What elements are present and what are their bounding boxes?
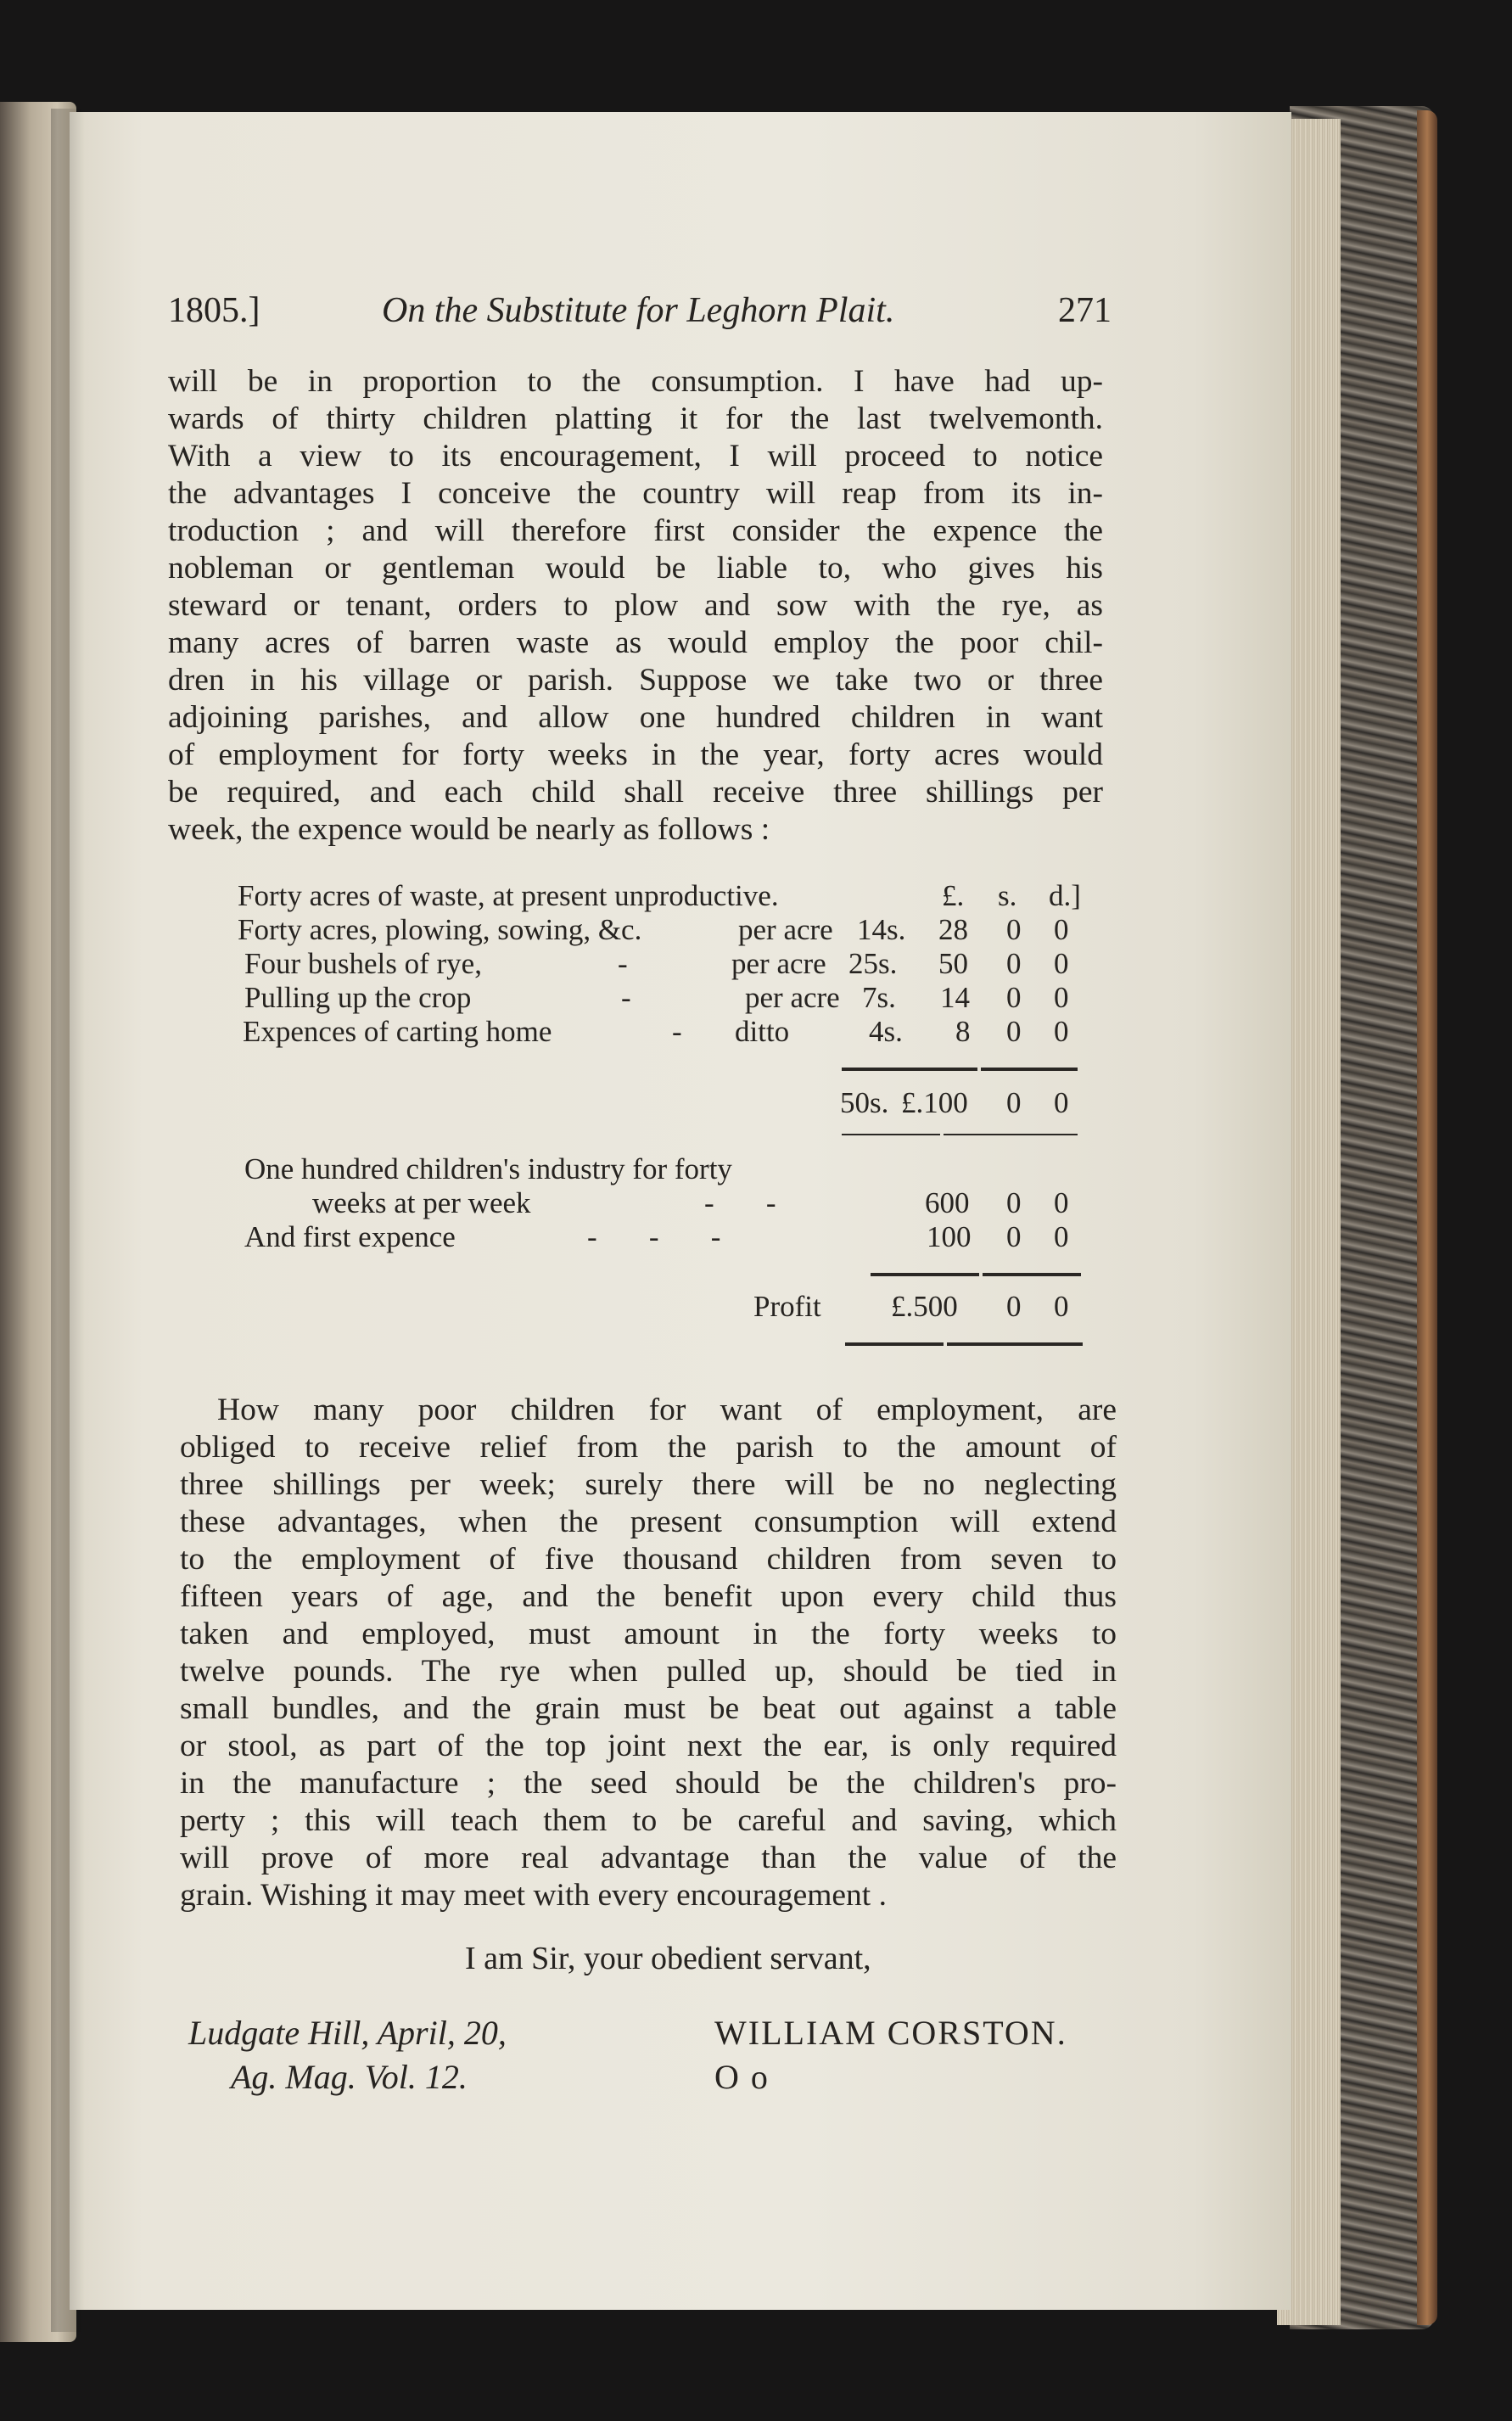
sum-rule [842,1068,977,1071]
account-rate-label: per acre [738,913,833,946]
account-shillings: 0 [1006,1015,1022,1048]
signature-mark: O o [714,2058,770,2096]
place-date: Ludgate Hill, April, 20, [188,2014,507,2052]
first-expence-pounds: 100 [927,1220,972,1253]
account-row-rye [238,947,1086,981]
industry-pence: 0 [1054,1186,1069,1219]
account-row-industry-line1 [238,1152,1086,1186]
industry-shillings: 0 [1006,1186,1022,1219]
paragraph-2 [180,1392,1117,1914]
account-row-waste [238,879,1086,913]
text-line: many acres of barren waste as would employ the poor chil- [168,625,1103,660]
first-expence-dashes: - - - [587,1220,721,1253]
paragraph-1 [168,363,1103,849]
account-pence: 0 [1054,1015,1069,1048]
total-rule [845,1342,944,1346]
sum-rule [981,1068,1078,1071]
text-line: How many poor children for want of employment, are [217,1393,1117,1427]
text-line: the advantages I conceive the country will reap from its in- [168,476,1103,511]
signature-left [188,2011,507,2099]
account-item: Forty acres of waste, at present unproductive. [238,879,779,912]
text-line: be required, and each child shall receive three shillings per [168,775,1103,810]
industry-label: One hundred children's industry for forty [244,1152,732,1185]
text-line: obliged to receive relief from the parish to the amount of [180,1430,1117,1465]
text-line: steward or tenant, orders to plow and sow with the rye, as [168,588,1103,623]
running-header [168,290,1112,341]
profit-shillings: 0 [1006,1290,1022,1323]
subtotal-pence: 0 [1054,1086,1069,1119]
text-line: these advantages, when the present consumption will extend [180,1505,1117,1539]
page-gutter-shadow [51,109,85,2332]
account-row-first-expence [238,1220,1086,1254]
author-name: WILLIAM CORSTON. [714,2014,1067,2052]
account-row-industry-line2 [238,1186,1086,1220]
industry-pounds: 600 [925,1186,970,1219]
sum-rule [871,1273,979,1276]
text-line: twelve pounds. The rye when pulled up, should be tied in [180,1654,1117,1689]
account-rate: 7s. [862,981,896,1014]
total-rule [947,1342,1083,1346]
subtotal-rate: 50s. [840,1086,889,1119]
account-pounds: 8 [955,1015,971,1048]
col-header-pence: d.] [1049,879,1081,912]
text-line: fifteen years of age, and the benefit upon every child thus [180,1579,1117,1614]
col-header-shillings: s. [998,879,1017,912]
account-shillings: 0 [1006,981,1022,1014]
account-dash: - [672,1015,682,1048]
account-item: Pulling up the crop [244,981,472,1014]
account-row-carting [238,1015,1086,1049]
text-line: three shillings per week; surely there will be no neglecting [180,1467,1117,1502]
sum-rule [944,1134,1078,1135]
col-header-pounds: £. [942,879,965,912]
text-line: troduction ; and will therefore first consider the expence the [168,513,1103,548]
account-row-pulling [238,981,1086,1015]
text-line: adjoining parishes, and allow one hundred children in want [168,700,1103,735]
account-rate-label: ditto [735,1015,790,1048]
header-title: On the Substitute for Leghorn Plait. [382,291,895,330]
account-row-plowing [238,913,1086,947]
account-shillings: 0 [1006,913,1022,946]
text-line: in the manufacture ; the seed should be the children's pro- [180,1766,1117,1801]
account-item: Four bushels of rye, [244,947,482,980]
account-pounds: 14 [940,981,970,1014]
text-line: small bundles, and the grain must be beat out against a table [180,1691,1117,1726]
text-line: nobleman or gentleman would be liable to, who gives his [168,551,1103,586]
header-year: 1805.] [168,291,260,330]
account-item: Forty acres, plowing, sowing, &c. [238,913,642,946]
profit-pounds: £.500 [891,1290,958,1323]
leather-spine-edge [1417,110,1437,2325]
industry-dashes: - - [704,1186,776,1219]
subtotal-pounds: £.100 [901,1086,968,1119]
account-rate-label: per acre [731,947,826,980]
text-line: will be in proportion to the consumption. I have had up- [168,364,1103,399]
industry-label-cont: weeks at per week [312,1186,531,1219]
closing-salutation: I am Sir, your obedient servant, [465,1941,871,1976]
account-pence: 0 [1054,981,1069,1014]
account-rate: 14s. [857,913,906,946]
account-row-subtotal [238,1086,1086,1120]
text-line: to the employment of five thousand children from seven to [180,1542,1117,1577]
text-line: dren in his village or parish. Suppose we take two or three [168,663,1103,698]
account-row-profit [238,1290,1086,1324]
first-expence-pence: 0 [1054,1220,1069,1253]
signature-right [714,2011,1067,2099]
sum-rule [842,1134,940,1135]
account-pounds: 50 [938,947,968,980]
account-rate-label: per acre [745,981,840,1014]
text-line: With a view to its encouragement, I will proceed to notice [168,439,1103,474]
text-line: will prove of more real advantage than the value of the [180,1841,1117,1875]
account-dash: - [621,981,631,1014]
text-line: wards of thirty children platting it for the last twelvemonth. [168,401,1103,436]
text-line: perty ; this will teach them to be careful and saving, which [180,1803,1117,1838]
header-page-number: 271 [1058,291,1112,330]
text-line: or stool, as part of the top joint next the ear, is only required [180,1729,1117,1763]
sum-rule [983,1273,1081,1276]
account-pence: 0 [1054,913,1069,946]
text-line: week, the expence would be nearly as follows : [168,812,770,847]
account-rate: 25s. [848,947,898,980]
text-line: grain. Wishing it may meet with every encouragement . [180,1878,887,1913]
profit-label: Profit [753,1290,821,1323]
account-shillings: 0 [1006,947,1022,980]
volume-reference: Ag. Mag. Vol. 12. [231,2058,468,2096]
first-expence-label: And first expence [244,1220,456,1253]
account-pounds: 28 [938,913,968,946]
text-line: of employment for forty weeks in the year, forty acres would [168,737,1103,772]
first-expence-shillings: 0 [1006,1220,1022,1253]
profit-pence: 0 [1054,1290,1069,1323]
text-line: taken and employed, must amount in the forty weeks to [180,1617,1117,1651]
subtotal-shillings: 0 [1006,1086,1022,1119]
account-dash: - [618,947,628,980]
account-pence: 0 [1054,947,1069,980]
account-rate: 4s. [869,1015,903,1048]
account-item: Expences of carting home [243,1015,552,1048]
